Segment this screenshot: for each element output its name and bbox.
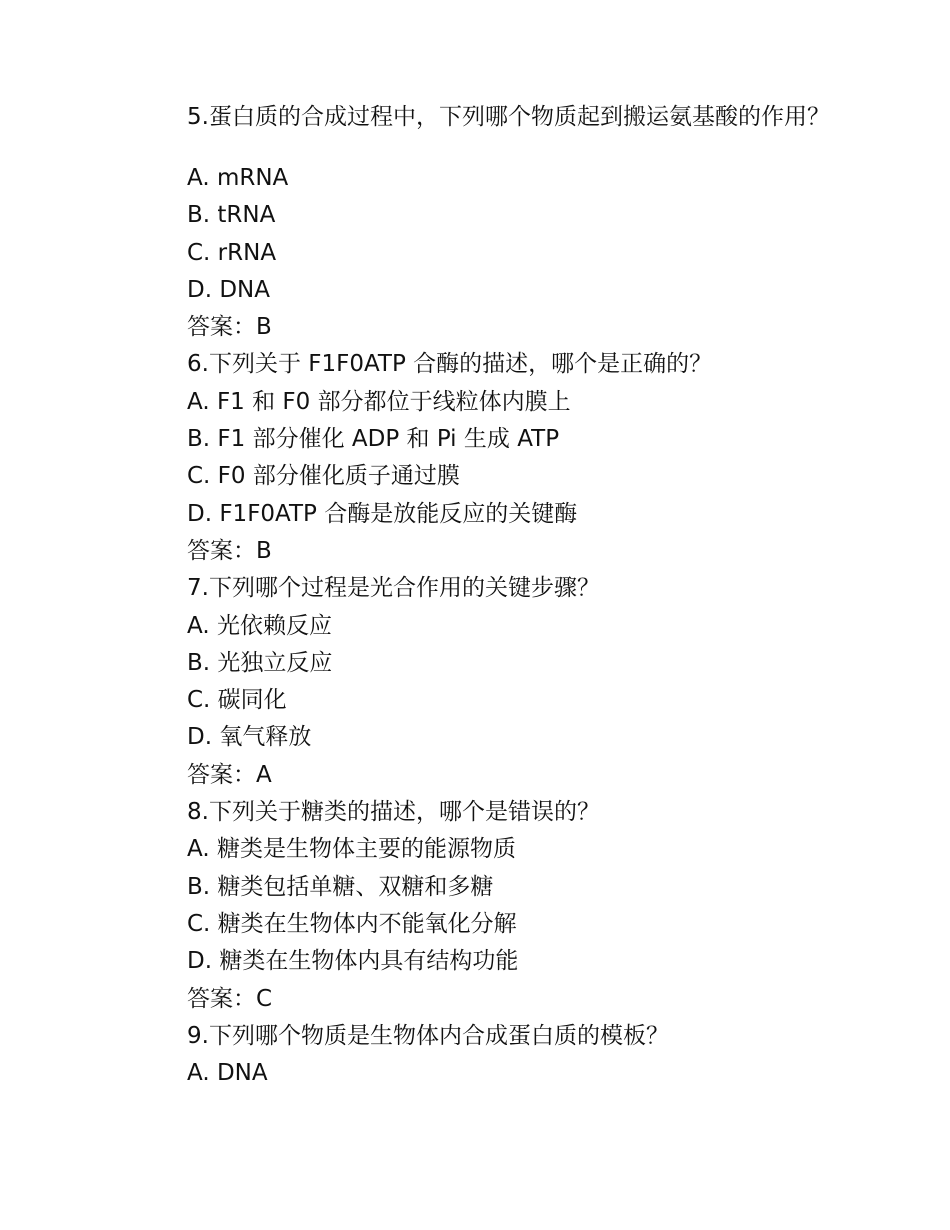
question-7-answer: 答案：A xyxy=(187,761,272,788)
question-6-option-a: A. F1 和 F0 部分都位于线粒体内膜上 xyxy=(187,388,571,415)
question-6-option-b: B. F1 部分催化 ADP 和 Pi 生成 ATP xyxy=(187,426,560,453)
question-6-option-c: C. F0 部分催化质子通过膜 xyxy=(187,463,460,490)
question-7-option-b: B. 光独立反应 xyxy=(187,649,333,676)
question-5-stem: 5.蛋白质的合成过程中，下列哪个物质起到搬运氨基酸的作用？ xyxy=(187,104,830,130)
question-5-option-b: B. tRNA xyxy=(187,202,276,229)
question-8-option-d: D. 糖类在生物体内具有结构功能 xyxy=(187,948,519,975)
question-6-option-d: D. F1F0ATP 合酶是放能反应的关键酶 xyxy=(187,500,578,527)
question-9-option-a: A. DNA xyxy=(187,1060,268,1087)
question-5-option-d: D. DNA xyxy=(187,276,270,303)
question-5-option-a: A. mRNA xyxy=(187,165,289,191)
question-7-option-d: D. 氧气释放 xyxy=(187,724,312,751)
question-8-option-b: B. 糖类包括单糖、双糖和多糖 xyxy=(187,873,494,900)
question-8-stem: 8.下列关于糖类的描述，哪个是错误的？ xyxy=(187,799,600,826)
question-6-answer: 答案：B xyxy=(187,537,272,564)
question-8-option-a: A. 糖类是生物体主要的能源物质 xyxy=(187,836,516,863)
question-5-option-c: C. rRNA xyxy=(187,239,277,266)
question-9-stem: 9.下列哪个物质是生物体内合成蛋白质的模板？ xyxy=(187,1022,669,1049)
question-6-stem: 6.下列关于 F1F0ATP 合酶的描述，哪个是正确的？ xyxy=(187,351,713,378)
question-5-answer: 答案：B xyxy=(187,314,272,341)
question-7-option-a: A. 光依赖反应 xyxy=(187,612,332,639)
question-7-stem: 7.下列哪个过程是光合作用的关键步骤？ xyxy=(187,575,600,602)
question-8-answer: 答案：C xyxy=(187,985,273,1012)
question-7-option-c: C. 碳同化 xyxy=(187,687,287,714)
question-list xyxy=(187,160,887,1092)
question-8-option-c: C. 糖类在生物体内不能氧化分解 xyxy=(187,910,517,937)
